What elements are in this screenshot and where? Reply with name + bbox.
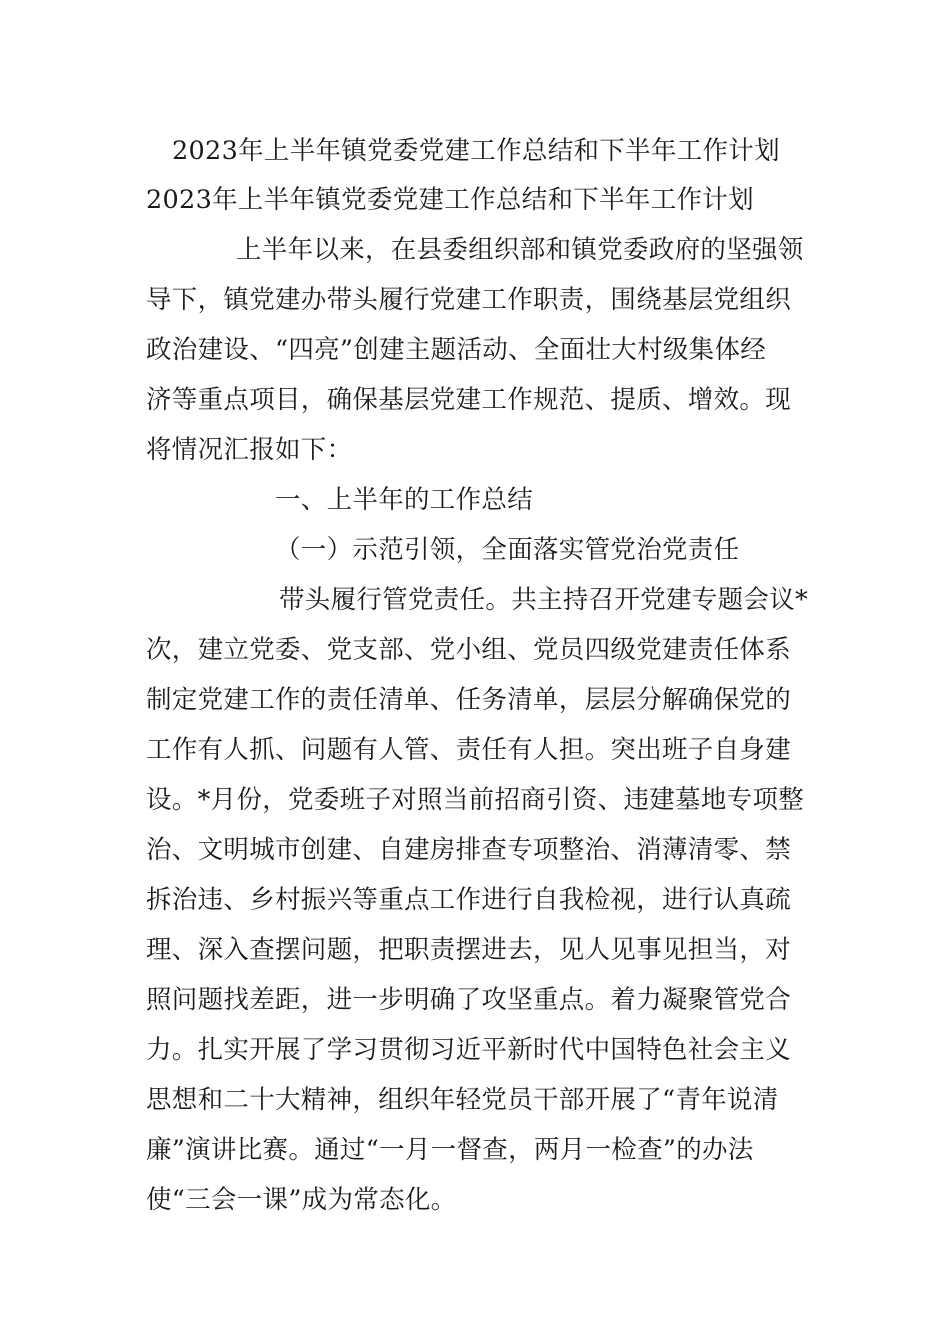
paragraph-line: 上半年以来，在县委组织部和镇党委政府的坚强领 bbox=[236, 235, 804, 265]
paragraph-line: 将情况汇报如下： bbox=[146, 435, 353, 465]
paragraph-line: 使“三会一课”成为常态化。 bbox=[146, 1185, 457, 1215]
paragraph-line: 思想和二十大精神，组织年轻党员干部开展了“青年说清 bbox=[146, 1085, 779, 1115]
paragraph-line: 拆治违、乡村振兴等重点工作进行自我检视，进行认真疏 bbox=[146, 885, 792, 915]
paragraph-line: 次，建立党委、党支部、党小组、党员四级党建责任体系 bbox=[146, 635, 792, 665]
paragraph-line: 导下，镇党建办带头履行党建工作职责，围绕基层党组织 bbox=[146, 285, 792, 315]
paragraph-line: 带头履行管党责任。共主持召开党建专题会议* bbox=[279, 585, 809, 615]
document-title: 2023年上半年镇党委党建工作总结和下半年工作计划 bbox=[172, 136, 780, 166]
document-title-repeat: 2023年上半年镇党委党建工作总结和下半年工作计划 bbox=[146, 185, 754, 215]
paragraph-line: 设。*月份，党委班子对照当前招商引资、违建墓地专项整 bbox=[146, 785, 805, 815]
paragraph-line: 工作有人抓、问题有人管、责任有人担。突出班子自身建 bbox=[146, 735, 792, 765]
paragraph-line: 制定党建工作的责任清单、任务清单，层层分解确保党的 bbox=[146, 685, 792, 715]
paragraph-line: 力。扎实开展了学习贯彻习近平新时代中国特色社会主义 bbox=[146, 1035, 792, 1065]
paragraph-line: 政治建设、“四亮”创建主题活动、全面壮大村级集体经 bbox=[146, 335, 767, 365]
section-heading: 一、上半年的工作总结 bbox=[275, 485, 534, 515]
paragraph-line: 廉”演讲比赛。通过“一月一督查，两月一检查”的办法 bbox=[146, 1135, 754, 1165]
paragraph-line: 理、深入查摆问题，把职责摆进去，见人见事见担当，对 bbox=[146, 935, 792, 965]
paragraph-line: 照问题找差距，进一步明确了攻坚重点。着力凝聚管党合 bbox=[146, 985, 792, 1015]
paragraph-line: 治、文明城市创建、自建房排查专项整治、消薄清零、禁 bbox=[146, 835, 792, 865]
subsection-heading: （一）示范引领，全面落实管党治党责任 bbox=[275, 535, 740, 565]
paragraph-line: 济等重点项目，确保基层党建工作规范、提质、增效。现 bbox=[146, 385, 792, 415]
